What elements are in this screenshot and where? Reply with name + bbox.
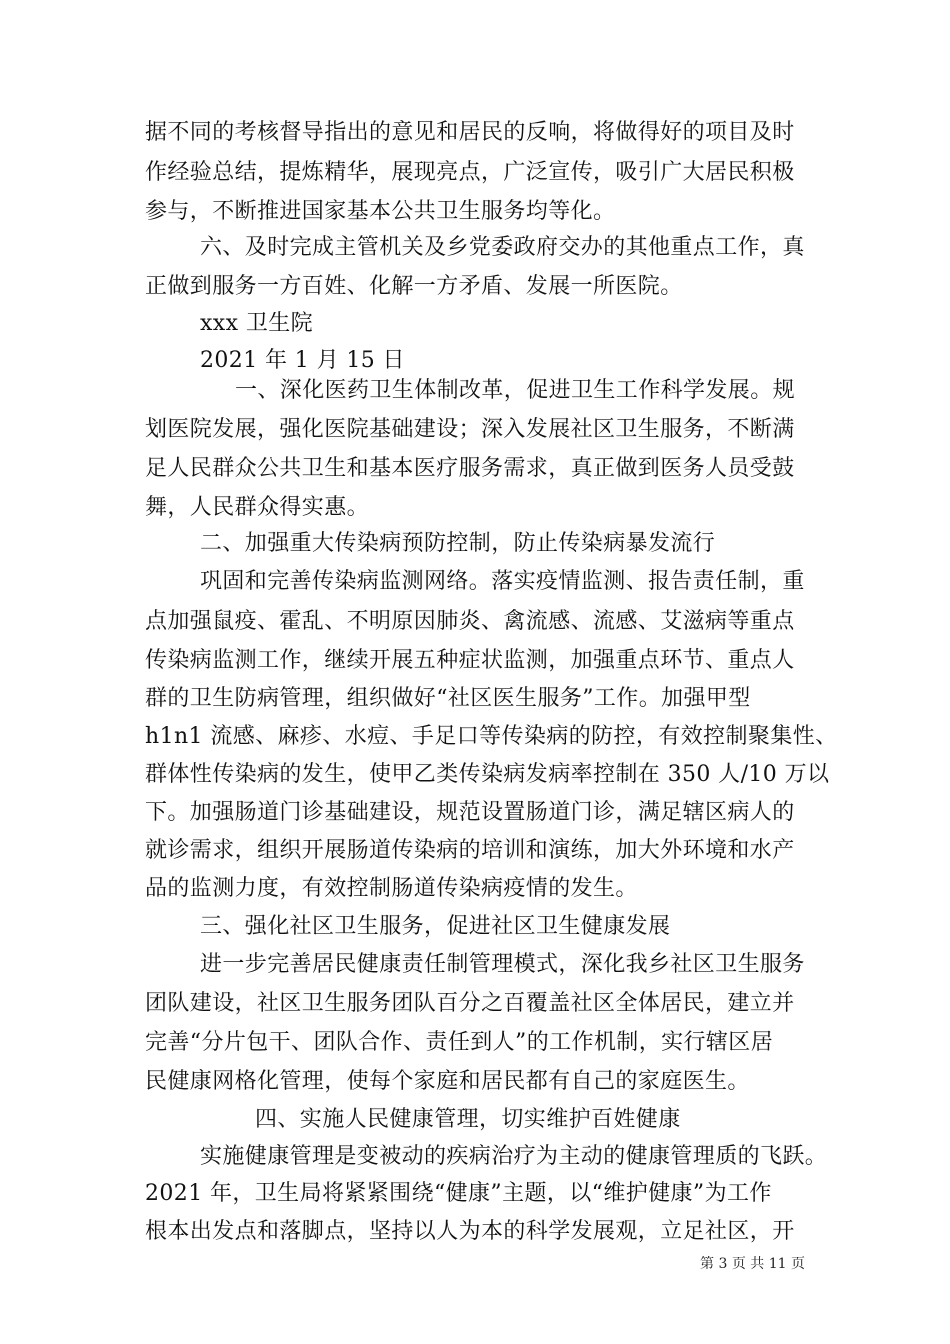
text-line: 就诊需求，组织开展肠道传染病的培训和演练，加大外环境和水产 bbox=[145, 838, 795, 863]
section-heading: 四、实施人民健康管理，切实维护百姓健康 bbox=[255, 1107, 681, 1132]
text-line: h1n1 流感、麻疹、水痘、手足口等传染病的防控，有效控制聚集性、 bbox=[145, 724, 838, 749]
text-line: 进一步完善居民健康责任制管理模式，深化我乡社区卫生服务 bbox=[200, 952, 805, 977]
text-line: 正做到服务一方百姓、化解一方矛盾、发展一所医院。 bbox=[145, 274, 683, 299]
text-line: 参与，不断推进国家基本公共卫生服务均等化。 bbox=[145, 199, 616, 224]
text-line: 民健康网格化管理，使每个家庭和居民都有自己的家庭医生。 bbox=[145, 1069, 750, 1094]
text-line: 2021 年，卫生局将紧紧围绕“健康”主题，以“维护健康”为工作 bbox=[145, 1181, 772, 1206]
text-line: 实施健康管理是变被动的疾病治疗为主动的健康管理质的飞跃。 bbox=[200, 1144, 828, 1169]
text-line: 巩固和完善传染病监测网络。落实疫情监测、报告责任制，重 bbox=[200, 569, 805, 594]
text-line: 品的监测力度，有效控制肠道传染病疫情的发生。 bbox=[145, 876, 638, 901]
text-line: 下。加强肠道门诊基础建设，规范设置肠道门诊，满足辖区病人的 bbox=[145, 800, 795, 825]
text-line: 完善“分片包干、团队合作、责任到人”的工作机制，实行辖区居 bbox=[145, 1030, 774, 1055]
text-line: 足人民群众公共卫生和基本医疗服务需求，真正做到医务人员受鼓 bbox=[145, 456, 795, 481]
text-line: 群体性传染病的发生，使甲乙类传染病发病率控制在 350 人/10 万以 bbox=[145, 762, 830, 787]
section-heading: 三、强化社区卫生服务，促进社区卫生健康发展 bbox=[200, 914, 671, 939]
text-line: 点加强鼠疫、霍乱、不明原因肺炎、禽流感、流感、艾滋病等重点 bbox=[145, 609, 795, 634]
text-line: 舞，人民群众得实惠。 bbox=[145, 495, 370, 520]
text-line: 划医院发展，强化医院基础建设；深入发展社区卫生服务，不断满 bbox=[145, 417, 795, 442]
signature-org: xxx 卫生院 bbox=[200, 311, 314, 336]
section-heading: 二、加强重大传染病预防控制，防止传染病暴发流行 bbox=[200, 531, 716, 556]
page-number: 第 3 页 共 11 页 bbox=[700, 1256, 805, 1272]
text-line: 团队建设，社区卫生服务团队百分之百覆盖社区全体居民，建立并 bbox=[145, 991, 795, 1016]
text-line: 六、及时完成主管机关及乡党委政府交办的其他重点工作，真 bbox=[200, 235, 805, 260]
text-line: 一、深化医药卫生体制改革，促进卫生工作科学发展。规 bbox=[235, 378, 796, 403]
text-line: 据不同的考核督导指出的意见和居民的反响，将做得好的项目及时 bbox=[145, 120, 795, 145]
text-line: 根本出发点和落脚点，坚持以人为本的科学发展观，立足社区，开 bbox=[145, 1219, 795, 1244]
text-line: 作经验总结，提炼精华，展现亮点，广泛宣传，吸引广大居民积极 bbox=[145, 160, 795, 185]
text-line: 群的卫生防病管理，组织做好“社区医生服务”工作。加强甲型 bbox=[145, 686, 751, 711]
text-line: 传染病监测工作，继续开展五种症状监测，加强重点环节、重点人 bbox=[145, 648, 795, 673]
signature-date: 2021 年 1 月 15 日 bbox=[200, 348, 405, 373]
